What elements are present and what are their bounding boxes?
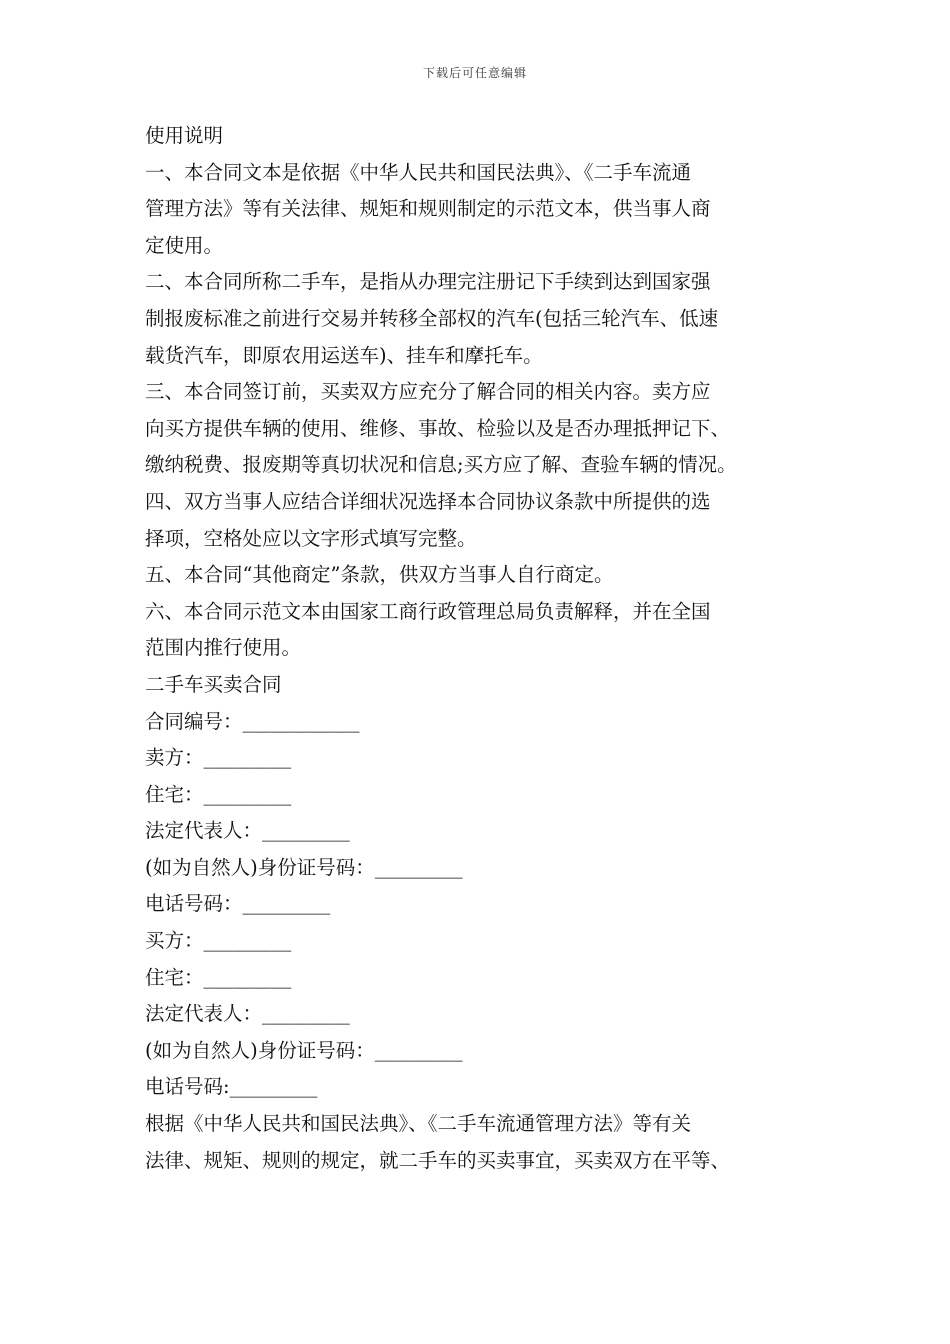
preamble-line-1: 根据《中华人民共和国民法典》、《二手车流通管理方法》等有关: [145, 1112, 692, 1136]
instruction-2-line-3: 载货汽车，即原农用运送车)、挂车和摩托车。: [145, 343, 543, 367]
instruction-5: 五、本合同“其他商定”条款，供双方当事人自行商定。: [145, 563, 614, 587]
instruction-1-line-2: 管理方法》等有关法律、规矩和规则制定的示范文本，供当事人商: [145, 197, 711, 221]
buyer-phone-field: 电话号码:_________: [145, 1075, 318, 1099]
document-body: [145, 118, 825, 1179]
contract-number-field: 合同编号：____________: [145, 709, 360, 733]
buyer-id-number-field: (如为自然人)身份证号码：_________: [145, 1038, 463, 1062]
buyer-legal-rep-field: 法定代表人：_________: [145, 1002, 350, 1026]
preamble-line-2: 法律、规矩、规则的规定，就二手车的买卖事宜，买卖双方在平等、: [145, 1148, 731, 1172]
page-header-note: 下载后可任意编辑: [422, 66, 527, 80]
instruction-1-line-1: 一、本合同文本是依据《中华人民共和国民法典》、《二手车流通: [145, 160, 692, 184]
instruction-6-line-2: 范围内推行使用。: [145, 636, 302, 660]
instruction-1-line-3: 定使用。: [145, 233, 224, 257]
instruction-6-line-1: 六、本合同示范文本由国家工商行政管理总局负责解释，并在全国: [145, 599, 711, 623]
contract-title: 二手车买卖合同: [145, 672, 282, 696]
instruction-4-line-1: 四、双方当事人应结合详细状况选择本合同协议条款中所提供的选: [145, 489, 711, 513]
seller-address-field: 住宅：_________: [145, 782, 292, 806]
seller-legal-rep-field: 法定代表人：_________: [145, 819, 350, 843]
instruction-2-line-2: 制报废标准之前进行交易并转移全部权的汽车(包括三轮汽车、低速: [145, 306, 719, 330]
instruction-3-line-2: 向买方提供车辆的使用、维修、事故、检验以及是否办理抵押记下、: [145, 416, 731, 440]
instruction-2-line-1: 二、本合同所称二手车，是指从办理完注册记下手续到达到国家强: [145, 270, 711, 294]
instruction-3-line-1: 三、本合同签订前，买卖双方应充分了解合同的相关内容。卖方应: [145, 380, 711, 404]
seller-id-number-field: (如为自然人)身份证号码：_________: [145, 855, 463, 879]
seller-phone-field: 电话号码：_________: [145, 892, 331, 916]
seller-field: 卖方：_________: [145, 746, 292, 770]
section-title-instructions: 使用说明: [145, 124, 224, 147]
buyer-address-field: 住宅：_________: [145, 965, 292, 989]
instruction-4-line-2: 择项，空格处应以文字形式填写完整。: [145, 526, 477, 550]
instruction-3-line-3: 缴纳税费、报废期等真切状况和信息;买方应了解、查验车辆的情况。: [145, 453, 737, 477]
buyer-field: 买方：_________: [145, 929, 292, 953]
